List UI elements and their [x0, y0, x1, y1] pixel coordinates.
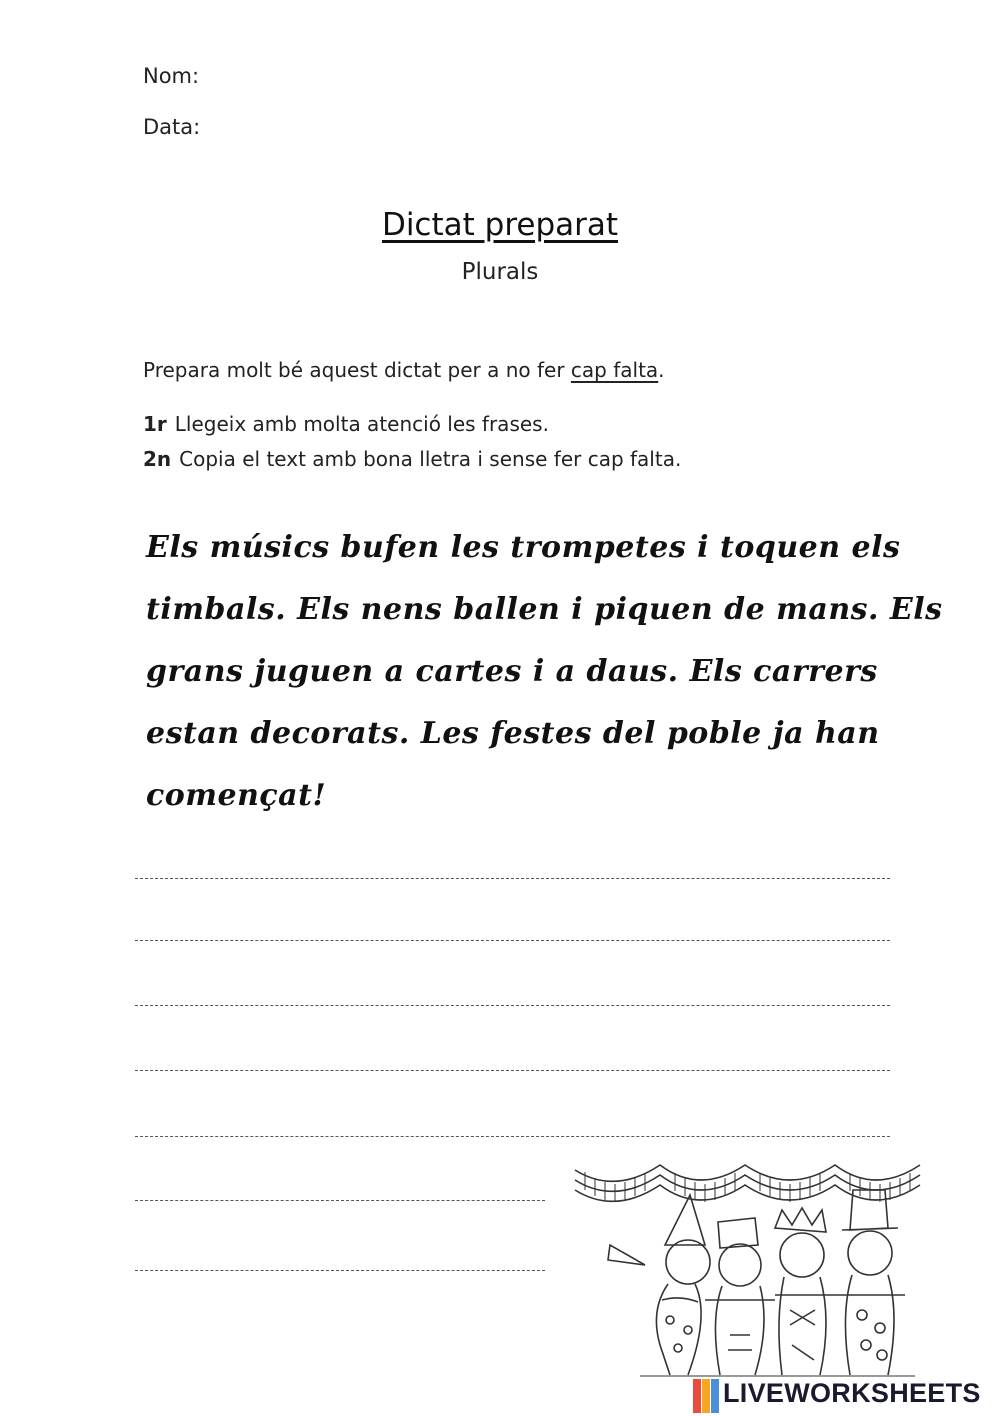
step-text: Copia el text amb bona lletra i sense fer cap falta.	[179, 447, 682, 471]
instruction-text: Prepara molt bé aquest dictat per a no fer	[143, 358, 571, 382]
dictation-line: grans juguen a cartes i a daus. Els carrers	[146, 654, 878, 689]
instruction-emphasis: cap falta	[570, 358, 659, 382]
step-1	[143, 412, 549, 436]
writing-line-4[interactable]	[135, 1070, 890, 1071]
writing-line-7[interactable]	[135, 1270, 545, 1271]
step-number: 1r	[143, 412, 167, 436]
writing-line-2[interactable]	[135, 940, 890, 941]
instruction-end: .	[658, 358, 665, 382]
dictation-line	[146, 778, 326, 813]
writing-line-6[interactable]	[135, 1200, 545, 1201]
festival-children-illustration	[570, 1150, 925, 1380]
instruction	[143, 358, 665, 382]
name-label: Nom:	[143, 64, 200, 88]
date-label: Data:	[143, 115, 201, 139]
step-number: 2n	[143, 447, 172, 471]
worksheet-subtitle: Plurals	[461, 259, 539, 285]
logo-icon	[693, 1379, 719, 1413]
dictation-line-text: començat!	[146, 778, 327, 813]
worksheet-title: Dictat preparat	[381, 207, 619, 243]
dictation-line: timbals. Els nens ballen i piquen de mans. Els	[146, 592, 943, 627]
writing-line-3[interactable]	[135, 1005, 890, 1006]
step-2	[143, 447, 681, 471]
dictation-line: estan decorats. Les festes del poble ja han	[146, 716, 880, 751]
step-text: Llegeix amb molta atenció les frases.	[174, 412, 549, 436]
liveworksheets-logo	[693, 1378, 998, 1414]
writing-line-1[interactable]	[135, 878, 890, 879]
logo-text: LIVEWORKSHEETS	[723, 1378, 981, 1408]
writing-line-5[interactable]	[135, 1136, 890, 1137]
dictation-line: Els músics bufen les trompetes i toquen els	[146, 530, 901, 565]
